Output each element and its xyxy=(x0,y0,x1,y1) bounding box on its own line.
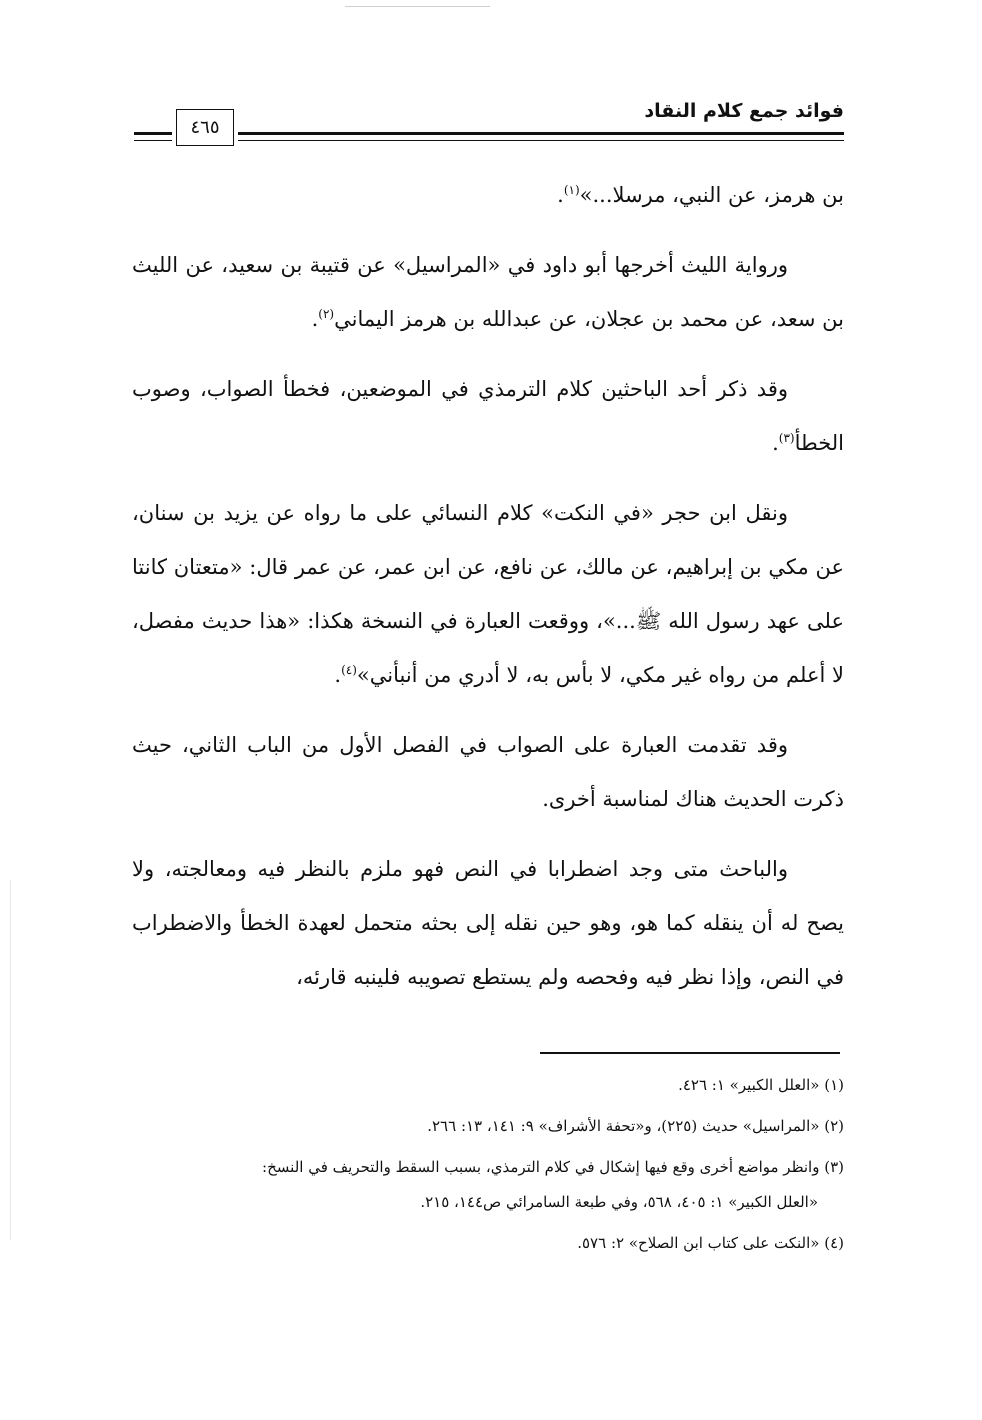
footnote: (٣) وانظر مواضع أخرى وقع فيها إشكال في كلام الترمذي، بسبب السقط والتحريف في النسخ: xyxy=(262,1158,844,1176)
paragraph: وقد تقدمت العبارة على الصواب في الفصل الأول من الباب الثاني، حيث ذكرت الحديث هناك لمناسبة أخرى. xyxy=(132,733,844,811)
footnotes xyxy=(110,1068,844,1267)
footnote-ref: (٤) xyxy=(341,663,357,677)
page-number: ٤٦٥ xyxy=(176,109,234,146)
footnote-separator xyxy=(540,1052,840,1054)
paragraph: وقد ذكر أحد الباحثين كلام الترمذي في الموضعين، فخطأ الصواب، وصوب الخطأ$^{(٣)}$. xyxy=(132,377,844,455)
paragraph: والباحث متى وجد اضطرابا في النص فهو ملزم بالنظر فيه ومعالجته، ولا يصح له أن ينقله كما هو، وهو حين نقله إلى بحثه متحمل لعهدة الخطأ والاضطراب في النص، وإذا نظر فيه وفحصه ولم يستطع تصويبه فلينبه قارئه، xyxy=(132,857,844,989)
scan-mark xyxy=(345,6,490,7)
footnote-ref: (٣) xyxy=(778,431,795,445)
running-title: فوائد جمع كلام النقاد xyxy=(644,100,844,122)
paragraph: بن هرمز، عن النبي، مرسلا...»$^{(١)}$. xyxy=(557,183,844,207)
paragraph: ونقل ابن حجر «في النكت» كلام النسائي على ما رواه عن يزيد بن سنان، عن مكي بن إبراهيم، عن مالك، عن نافع، عن ابن عمر، عن عمر قال: «متعتان كانتا على عهد رسول الله ﷺ...»، ووقعت العبارة في النسخة هكذا: «هذا حديث مفصل، لا أعلم من رواه غير مكي، لا بأس به، لا أدري من أنبأني»$^{(٤)}$. xyxy=(132,501,844,687)
running-header xyxy=(134,100,844,152)
footnote: (٢) «المراسيل» حديث (٢٢٥)، و«تحفة الأشراف» ٩: ١٤١، ١٣: ٢٦٦. xyxy=(427,1117,844,1135)
header-rule-thin xyxy=(238,140,844,141)
footnote: (١) «العلل الكبير» ١: ٤٢٦. xyxy=(678,1076,844,1094)
footnote-ref: (١) xyxy=(563,183,580,197)
header-rule-left-thick xyxy=(134,132,172,135)
header-rule-left-thin xyxy=(134,140,172,141)
header-rule-thick xyxy=(238,132,844,135)
footnote: (٤) «النكت على كتاب ابن الصلاح» ٢: ٥٧٦. xyxy=(577,1234,844,1252)
footnote-ref: (٢) xyxy=(318,307,335,321)
paragraph: ورواية الليث أخرجها أبو داود في «المراسيل» عن قتيبة بن سعيد، عن الليث بن سعد، عن محمد بن عجلان، عن عبدالله بن هرمز اليماني$^{(٢)}$. xyxy=(132,253,844,331)
scan-edge-shadow xyxy=(10,880,11,1240)
footnote-continuation: «العلل الكبير» ١: ٤٠٥، ٥٦٨، وفي طبعة السامرائي ص١٤٤، ٢١٥. xyxy=(420,1193,818,1211)
body-text xyxy=(132,168,844,1020)
